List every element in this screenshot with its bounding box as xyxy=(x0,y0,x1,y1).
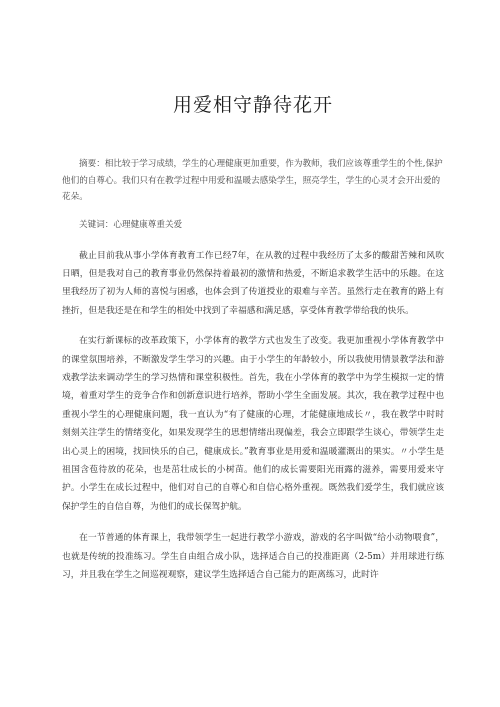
body-paragraph-1: 截止目前我从事小学体育教育工作已经7年，在从教的过程中我经历了太多的酸甜苦辣和风吹日晒，但是我对自己的教育事业仍然保持着最初的激情和热爱，不断追求教学生活中的乐趣。在这里我经历了初为人师的喜悦与困惑，也体会到了传道授业的艰难与辛苦。虽然行走在教育的路上有挫折，但是我还是在和学生的相处中找到了幸福感和满足感，享受体育教学带给我的快乐。 xyxy=(62,250,444,316)
body-paragraph-2: 在实行新课标的改革政策下，小学体育的教学方式也发生了改变。我更加重视小学体育教学中的课堂氛围培养，不断激发学生学习的兴趣。由于小学生的年龄较小，所以我使用情景教学法和游戏教学法来调动学生的学习热情和课堂积极性。首先，我在小学体育的教学中为学生模拟一定的情境，着重对学生的竞争合作和创新意识进行培养，帮助小学生全面发展。其次，我在教学过程中也重视小学生的心理健康问题，我一直认为“有了健康的心理，才能健康地成长〃，我在教学中时时刻刻关注学生的情绪变化，如果发现学生的思想情绪出现偏差，我会立即跟学生谈心，带领学生走出心灵上的困境，找回快乐的自己，健康成长。”教育事业是用爱和温暖灌溉出的果实。〃小学生是祖国含苞待放的花朵，也是茁壮成长的小树苗。他们的成长需要阳光雨露的滋养，需要用爱来守护。小学生在成长过程中，他们对自己的自尊心和自信心格外重视。既然我们爱学生，我们就应该保护学生的自信自尊，为他们的成长保驾护航。 xyxy=(62,336,444,512)
abstract: 摘要：相比较于学习成绩，学生的心理健康更加重要，作为教师，我们应该尊重学生的个性,保护他们的自尊心。我们只有在教学过程中用爱和温暖去感染学生，照亮学生，学生的心灵才会开出爱的花朵。 xyxy=(62,159,443,202)
body-paragraph-3: 在一节普通的体育课上，我带领学生一起进行教学小游戏，游戏的名字叫做“给小动物喂食”，也就是传统的投准练习。学生自由组合成小队，选择适合自己的投准距离（2-5m）并用球进行练习，并且我在学生之间巡视观察，建议学生选择适合自己能力的距离练习，此时许 xyxy=(62,533,444,580)
page-title: 用爱相守静待花开 xyxy=(172,94,333,116)
keywords: 关键词：心理健康尊重关爱 xyxy=(79,219,183,230)
